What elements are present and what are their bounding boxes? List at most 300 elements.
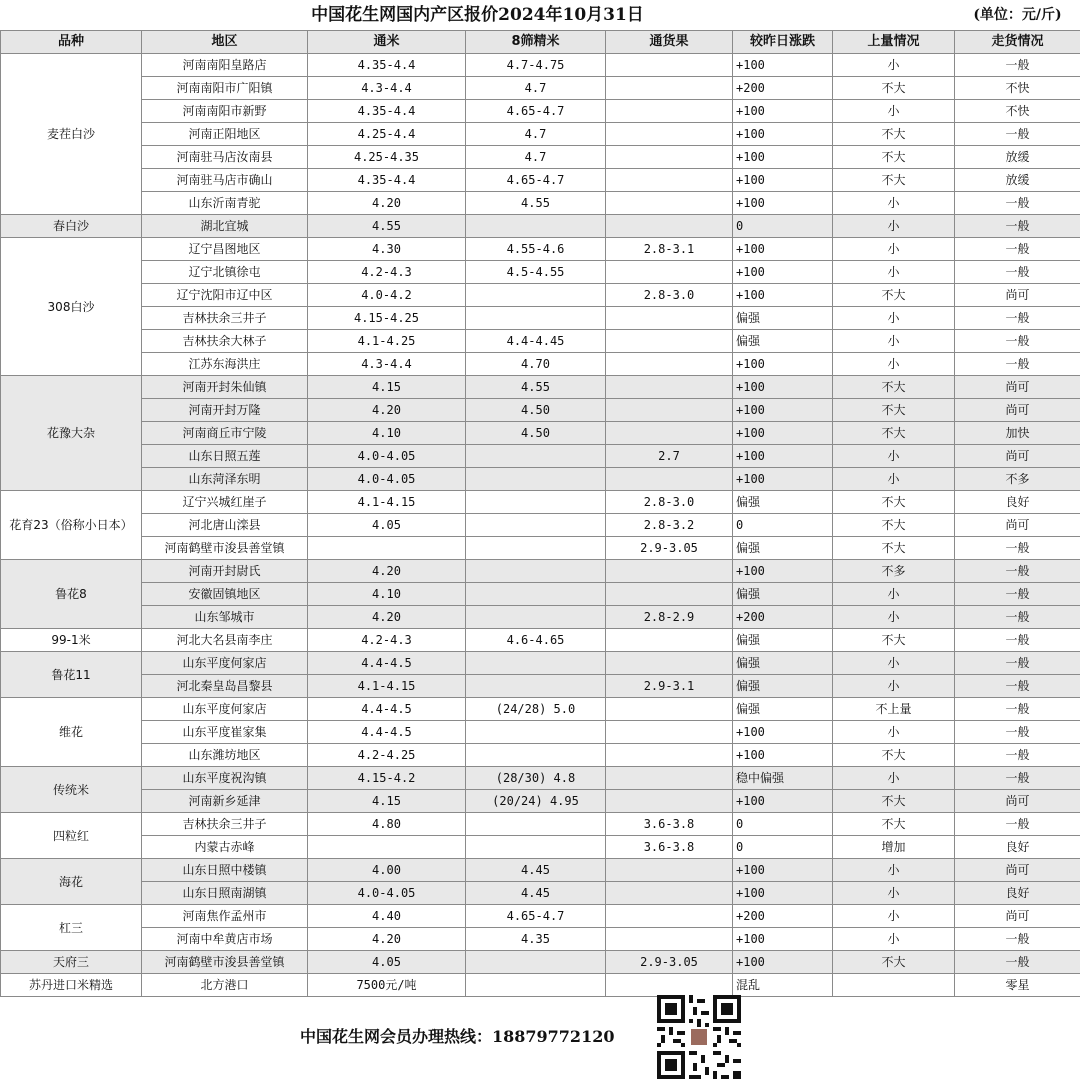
cell-variety: 春白沙 — [1, 215, 142, 238]
cell-tonghuoguo: 2.8-3.1 — [606, 238, 733, 261]
cell-supply: 小 — [833, 721, 955, 744]
cell-8sieve: 4.6-4.65 — [466, 629, 606, 652]
cell-change: +100 — [733, 445, 833, 468]
table-row — [1, 261, 1080, 284]
cell-8sieve: (28/30) 4.8 — [466, 767, 606, 790]
cell-region: 山东日照南湖镇 — [142, 882, 308, 905]
cell-change: 混乱 — [733, 974, 833, 997]
table-row — [1, 767, 1080, 790]
cell-region: 河南南阳皇路店 — [142, 54, 308, 77]
cell-region: 山东平度何家店 — [142, 698, 308, 721]
cell-8sieve — [466, 284, 606, 307]
table-row — [1, 353, 1080, 376]
title-row — [0, 0, 1080, 30]
col-header-variety: 品种 — [1, 31, 142, 54]
table-row — [1, 606, 1080, 629]
cell-tonghuoguo — [606, 652, 733, 675]
table-body — [1, 54, 1080, 997]
cell-supply: 不大 — [833, 146, 955, 169]
cell-shipping: 零星 — [955, 974, 1080, 997]
cell-tonghuoguo — [606, 721, 733, 744]
cell-tonghuoguo — [606, 399, 733, 422]
col-header-region: 地区 — [142, 31, 308, 54]
cell-region: 安徽固镇地区 — [142, 583, 308, 606]
cell-tonghuoguo: 2.8-3.0 — [606, 491, 733, 514]
cell-variety: 传统米 — [1, 767, 142, 813]
cell-tongmi: 4.20 — [308, 560, 466, 583]
cell-8sieve: 4.7 — [466, 123, 606, 146]
cell-shipping: 一般 — [955, 606, 1080, 629]
cell-change: +100 — [733, 192, 833, 215]
cell-change: +100 — [733, 353, 833, 376]
table-row — [1, 744, 1080, 767]
cell-change: +200 — [733, 77, 833, 100]
cell-8sieve — [466, 445, 606, 468]
cell-supply: 小 — [833, 330, 955, 353]
table-row — [1, 675, 1080, 698]
cell-tonghuoguo — [606, 790, 733, 813]
cell-region: 江苏东海洪庄 — [142, 353, 308, 376]
cell-shipping: 一般 — [955, 238, 1080, 261]
table-row — [1, 491, 1080, 514]
cell-tongmi: 4.1-4.15 — [308, 491, 466, 514]
cell-tonghuoguo: 2.8-2.9 — [606, 606, 733, 629]
cell-region: 吉林扶余三井子 — [142, 813, 308, 836]
cell-8sieve — [466, 813, 606, 836]
cell-region: 山东潍坊地区 — [142, 744, 308, 767]
cell-supply: 不大 — [833, 537, 955, 560]
cell-supply: 小 — [833, 767, 955, 790]
cell-shipping: 良好 — [955, 491, 1080, 514]
table-row — [1, 905, 1080, 928]
cell-region: 河南开封尉氏 — [142, 560, 308, 583]
cell-tongmi: 4.3-4.4 — [308, 353, 466, 376]
cell-tonghuoguo — [606, 376, 733, 399]
cell-shipping: 放缓 — [955, 146, 1080, 169]
cell-tongmi: 4.1-4.15 — [308, 675, 466, 698]
cell-region: 吉林扶余三井子 — [142, 307, 308, 330]
cell-change: +100 — [733, 422, 833, 445]
cell-tongmi: 4.35-4.4 — [308, 100, 466, 123]
cell-shipping: 一般 — [955, 951, 1080, 974]
cell-region: 河南驻马店汝南县 — [142, 146, 308, 169]
hotline-text: 中国花生网会员办理热线：18879772120 — [300, 1027, 615, 1046]
cell-8sieve — [466, 721, 606, 744]
cell-supply: 不大 — [833, 77, 955, 100]
cell-shipping: 一般 — [955, 537, 1080, 560]
cell-change: +100 — [733, 790, 833, 813]
cell-region: 河南商丘市宁陵 — [142, 422, 308, 445]
cell-supply: 不多 — [833, 560, 955, 583]
table-row — [1, 652, 1080, 675]
cell-change: 0 — [733, 514, 833, 537]
cell-8sieve: 4.65-4.7 — [466, 169, 606, 192]
cell-shipping: 一般 — [955, 215, 1080, 238]
cell-variety: 天府三 — [1, 951, 142, 974]
cell-tongmi: 4.10 — [308, 583, 466, 606]
cell-tongmi — [308, 836, 466, 859]
cell-tonghuoguo — [606, 905, 733, 928]
table-row — [1, 238, 1080, 261]
table-row — [1, 307, 1080, 330]
cell-8sieve: 4.5-4.55 — [466, 261, 606, 284]
cell-shipping: 加快 — [955, 422, 1080, 445]
cell-supply: 小 — [833, 353, 955, 376]
cell-region: 辽宁沈阳市辽中区 — [142, 284, 308, 307]
cell-tonghuoguo — [606, 261, 733, 284]
cell-tongmi: 4.05 — [308, 514, 466, 537]
cell-supply: 小 — [833, 882, 955, 905]
cell-tonghuoguo — [606, 192, 733, 215]
cell-8sieve: (24/28) 5.0 — [466, 698, 606, 721]
cell-tongmi: 7500元/吨 — [308, 974, 466, 997]
cell-tonghuoguo: 2.9-3.05 — [606, 951, 733, 974]
cell-shipping: 一般 — [955, 767, 1080, 790]
table-row — [1, 721, 1080, 744]
table-row — [1, 882, 1080, 905]
cell-supply: 不大 — [833, 744, 955, 767]
cell-region: 河北大名县南李庄 — [142, 629, 308, 652]
cell-8sieve — [466, 537, 606, 560]
cell-region: 山东平度祝沟镇 — [142, 767, 308, 790]
cell-8sieve — [466, 307, 606, 330]
cell-change: 0 — [733, 836, 833, 859]
cell-shipping: 一般 — [955, 353, 1080, 376]
cell-supply: 不上量 — [833, 698, 955, 721]
cell-shipping: 一般 — [955, 54, 1080, 77]
cell-tonghuoguo — [606, 353, 733, 376]
cell-change: +100 — [733, 882, 833, 905]
table-row — [1, 560, 1080, 583]
cell-supply: 小 — [833, 215, 955, 238]
cell-8sieve — [466, 468, 606, 491]
cell-shipping: 一般 — [955, 583, 1080, 606]
cell-tonghuoguo — [606, 859, 733, 882]
cell-tonghuoguo — [606, 928, 733, 951]
cell-tongmi: 4.4-4.5 — [308, 652, 466, 675]
cell-tonghuoguo — [606, 54, 733, 77]
table-row — [1, 169, 1080, 192]
cell-variety: 花豫大杂 — [1, 376, 142, 491]
table-row — [1, 330, 1080, 353]
cell-tongmi: 4.35-4.4 — [308, 169, 466, 192]
cell-region: 吉林扶余大林子 — [142, 330, 308, 353]
cell-tongmi: 4.2-4.3 — [308, 629, 466, 652]
cell-tonghuoguo — [606, 583, 733, 606]
cell-8sieve — [466, 583, 606, 606]
table-row — [1, 951, 1080, 974]
cell-8sieve — [466, 675, 606, 698]
cell-shipping: 一般 — [955, 652, 1080, 675]
cell-supply: 不大 — [833, 284, 955, 307]
cell-tongmi: 4.80 — [308, 813, 466, 836]
cell-variety: 99-1米 — [1, 629, 142, 652]
page-title: 中国花生网国内产区报价2024年10月31日 — [311, 5, 644, 25]
cell-tongmi: 4.00 — [308, 859, 466, 882]
table-row — [1, 859, 1080, 882]
table-row — [1, 928, 1080, 951]
table-row — [1, 445, 1080, 468]
cell-supply: 小 — [833, 675, 955, 698]
col-header-shipping: 走货情况 — [955, 31, 1080, 54]
cell-change: 0 — [733, 215, 833, 238]
cell-tonghuoguo — [606, 560, 733, 583]
cell-change: +100 — [733, 928, 833, 951]
cell-region: 山东平度何家店 — [142, 652, 308, 675]
cell-region: 河南南阳市新野 — [142, 100, 308, 123]
cell-change: +100 — [733, 376, 833, 399]
cell-change: +100 — [733, 54, 833, 77]
cell-shipping: 尚可 — [955, 376, 1080, 399]
cell-tonghuoguo — [606, 100, 733, 123]
cell-tongmi: 4.05 — [308, 951, 466, 974]
cell-region: 河南正阳地区 — [142, 123, 308, 146]
cell-tonghuoguo — [606, 215, 733, 238]
cell-shipping: 尚可 — [955, 514, 1080, 537]
cell-tongmi: 4.1-4.25 — [308, 330, 466, 353]
cell-change: 0 — [733, 813, 833, 836]
table-row — [1, 100, 1080, 123]
cell-tongmi: 4.55 — [308, 215, 466, 238]
cell-8sieve: 4.70 — [466, 353, 606, 376]
cell-shipping: 一般 — [955, 629, 1080, 652]
table-row — [1, 813, 1080, 836]
cell-shipping: 一般 — [955, 560, 1080, 583]
cell-8sieve — [466, 491, 606, 514]
cell-tonghuoguo: 2.8-3.2 — [606, 514, 733, 537]
cell-change: 偏强 — [733, 491, 833, 514]
cell-tonghuoguo — [606, 744, 733, 767]
unit-label: (单位：元/斤) — [973, 7, 1062, 23]
table-row — [1, 514, 1080, 537]
cell-change: 偏强 — [733, 307, 833, 330]
cell-variety: 苏丹进口米精选 — [1, 974, 142, 997]
col-header-tonghuoguo: 通货果 — [606, 31, 733, 54]
cell-supply: 不大 — [833, 123, 955, 146]
table-row — [1, 215, 1080, 238]
cell-tongmi: 4.20 — [308, 928, 466, 951]
cell-shipping: 良好 — [955, 836, 1080, 859]
col-header-change: 较昨日涨跌 — [733, 31, 833, 54]
cell-region: 河南焦作孟州市 — [142, 905, 308, 928]
table-row — [1, 583, 1080, 606]
cell-variety: 海花 — [1, 859, 142, 905]
cell-supply: 不大 — [833, 399, 955, 422]
cell-supply: 不大 — [833, 629, 955, 652]
col-header-8sieve: 8筛精米 — [466, 31, 606, 54]
cell-supply: 不大 — [833, 813, 955, 836]
cell-tongmi: 4.0-4.2 — [308, 284, 466, 307]
cell-tongmi: 4.20 — [308, 399, 466, 422]
cell-supply: 小 — [833, 583, 955, 606]
cell-change: +100 — [733, 169, 833, 192]
cell-variety: 花育23（俗称小日本） — [1, 491, 142, 560]
cell-8sieve — [466, 652, 606, 675]
cell-variety: 维花 — [1, 698, 142, 767]
cell-supply: 增加 — [833, 836, 955, 859]
cell-region: 山东平度崔家集 — [142, 721, 308, 744]
cell-tongmi: 4.15 — [308, 790, 466, 813]
cell-region: 山东日照五莲 — [142, 445, 308, 468]
cell-supply: 小 — [833, 859, 955, 882]
cell-shipping: 尚可 — [955, 859, 1080, 882]
qr-code-icon — [656, 995, 742, 1079]
cell-supply: 小 — [833, 445, 955, 468]
cell-variety: 杠三 — [1, 905, 142, 951]
cell-change: +100 — [733, 146, 833, 169]
cell-8sieve — [466, 560, 606, 583]
cell-shipping: 一般 — [955, 744, 1080, 767]
cell-change: +100 — [733, 951, 833, 974]
cell-tongmi: 4.2-4.3 — [308, 261, 466, 284]
cell-shipping: 一般 — [955, 192, 1080, 215]
cell-shipping: 一般 — [955, 813, 1080, 836]
cell-shipping: 尚可 — [955, 399, 1080, 422]
cell-8sieve — [466, 215, 606, 238]
cell-8sieve: 4.55-4.6 — [466, 238, 606, 261]
cell-shipping: 尚可 — [955, 790, 1080, 813]
cell-supply: 小 — [833, 468, 955, 491]
cell-supply: 不大 — [833, 514, 955, 537]
cell-tongmi: 4.30 — [308, 238, 466, 261]
cell-region: 河南鹤壁市浚县善堂镇 — [142, 537, 308, 560]
table-row — [1, 537, 1080, 560]
cell-change: +100 — [733, 560, 833, 583]
cell-region: 河南鹤壁市浚县善堂镇 — [142, 951, 308, 974]
cell-tongmi: 4.2-4.25 — [308, 744, 466, 767]
cell-supply: 小 — [833, 261, 955, 284]
cell-tonghuoguo — [606, 698, 733, 721]
cell-supply: 不大 — [833, 169, 955, 192]
cell-variety: 308白沙 — [1, 238, 142, 376]
table-row — [1, 77, 1080, 100]
cell-region: 山东邹城市 — [142, 606, 308, 629]
cell-tonghuoguo — [606, 77, 733, 100]
cell-tonghuoguo: 2.7 — [606, 445, 733, 468]
cell-8sieve: 4.55 — [466, 376, 606, 399]
cell-change: +100 — [733, 100, 833, 123]
cell-8sieve — [466, 744, 606, 767]
table-row — [1, 376, 1080, 399]
cell-tongmi: 4.10 — [308, 422, 466, 445]
cell-change: +100 — [733, 238, 833, 261]
table-row — [1, 790, 1080, 813]
cell-region: 辽宁兴城红崖子 — [142, 491, 308, 514]
cell-shipping: 一般 — [955, 928, 1080, 951]
cell-change: 偏强 — [733, 537, 833, 560]
cell-change: 偏强 — [733, 652, 833, 675]
cell-change: 偏强 — [733, 698, 833, 721]
cell-tongmi: 4.25-4.35 — [308, 146, 466, 169]
cell-tongmi: 4.15-4.2 — [308, 767, 466, 790]
cell-tonghuoguo — [606, 307, 733, 330]
table-row — [1, 399, 1080, 422]
cell-tonghuoguo — [606, 422, 733, 445]
cell-region: 河北秦皇岛昌黎县 — [142, 675, 308, 698]
cell-shipping: 一般 — [955, 307, 1080, 330]
cell-8sieve: 4.45 — [466, 882, 606, 905]
col-header-supply: 上量情况 — [833, 31, 955, 54]
cell-change: 稳中偏强 — [733, 767, 833, 790]
cell-shipping: 尚可 — [955, 445, 1080, 468]
cell-region: 河南驻马店市确山 — [142, 169, 308, 192]
cell-supply: 小 — [833, 192, 955, 215]
cell-region: 内蒙古赤峰 — [142, 836, 308, 859]
table-row — [1, 468, 1080, 491]
cell-change: +200 — [733, 905, 833, 928]
cell-region: 河南南阳市广阳镇 — [142, 77, 308, 100]
cell-shipping: 尚可 — [955, 905, 1080, 928]
cell-shipping: 一般 — [955, 698, 1080, 721]
cell-change: +100 — [733, 744, 833, 767]
table-row — [1, 284, 1080, 307]
cell-variety: 鲁花11 — [1, 652, 142, 698]
cell-tongmi: 4.0-4.05 — [308, 445, 466, 468]
cell-supply: 小 — [833, 54, 955, 77]
col-header-tongmi: 通米 — [308, 31, 466, 54]
cell-8sieve: 4.45 — [466, 859, 606, 882]
cell-change: +100 — [733, 721, 833, 744]
cell-change: +100 — [733, 468, 833, 491]
cell-tongmi: 4.3-4.4 — [308, 77, 466, 100]
cell-supply: 小 — [833, 652, 955, 675]
cell-tonghuoguo: 2.9-3.1 — [606, 675, 733, 698]
cell-region: 河南开封万隆 — [142, 399, 308, 422]
cell-supply: 不大 — [833, 790, 955, 813]
cell-change: +100 — [733, 284, 833, 307]
cell-region: 辽宁昌图地区 — [142, 238, 308, 261]
cell-tonghuoguo: 2.9-3.05 — [606, 537, 733, 560]
cell-shipping: 一般 — [955, 721, 1080, 744]
cell-8sieve — [466, 514, 606, 537]
cell-variety: 四粒红 — [1, 813, 142, 859]
table-row — [1, 422, 1080, 445]
cell-tonghuoguo — [606, 123, 733, 146]
cell-shipping: 尚可 — [955, 284, 1080, 307]
footer — [0, 993, 1080, 1079]
table-row — [1, 836, 1080, 859]
cell-8sieve: 4.7 — [466, 77, 606, 100]
cell-tongmi: 4.15 — [308, 376, 466, 399]
cell-8sieve — [466, 606, 606, 629]
cell-8sieve: 4.50 — [466, 422, 606, 445]
cell-region: 河南开封朱仙镇 — [142, 376, 308, 399]
cell-supply: 不大 — [833, 376, 955, 399]
cell-shipping: 不多 — [955, 468, 1080, 491]
cell-8sieve: 4.55 — [466, 192, 606, 215]
cell-tongmi: 4.25-4.4 — [308, 123, 466, 146]
cell-variety: 麦茬白沙 — [1, 54, 142, 215]
cell-supply: 小 — [833, 100, 955, 123]
cell-shipping: 一般 — [955, 675, 1080, 698]
cell-change: +100 — [733, 123, 833, 146]
cell-region: 山东日照中楼镇 — [142, 859, 308, 882]
cell-tongmi: 4.0-4.05 — [308, 468, 466, 491]
cell-supply: 小 — [833, 905, 955, 928]
cell-8sieve: 4.65-4.7 — [466, 905, 606, 928]
cell-tongmi: 4.20 — [308, 606, 466, 629]
cell-change: 偏强 — [733, 583, 833, 606]
cell-8sieve — [466, 836, 606, 859]
table-row — [1, 698, 1080, 721]
cell-tonghuoguo — [606, 146, 733, 169]
cell-shipping: 一般 — [955, 123, 1080, 146]
cell-variety: 鲁花8 — [1, 560, 142, 629]
table-row — [1, 123, 1080, 146]
cell-tongmi: 4.15-4.25 — [308, 307, 466, 330]
cell-8sieve: 4.7 — [466, 146, 606, 169]
cell-8sieve: 4.7-4.75 — [466, 54, 606, 77]
